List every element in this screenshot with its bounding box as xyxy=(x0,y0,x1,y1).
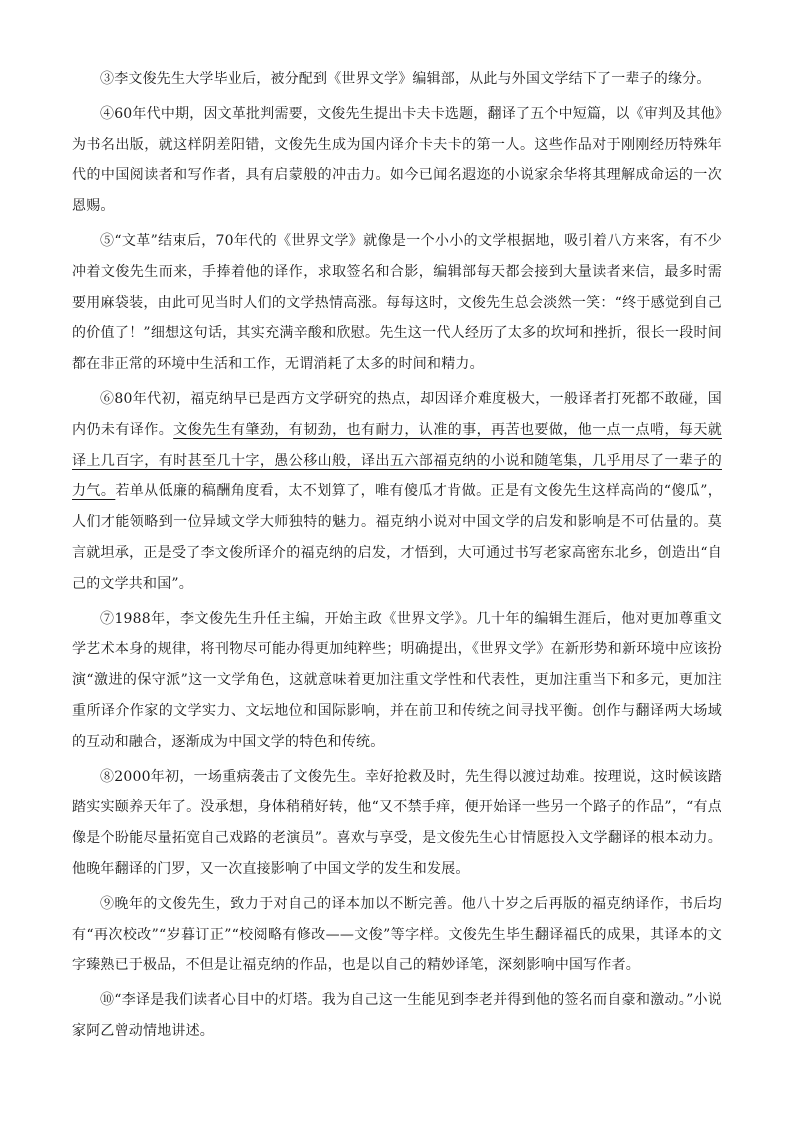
paragraph-6-rest: 若单从低廉的稿酬角度看，太不划算了，唯有傻瓜才肯做。正是有文俊先生这样高尚的“傻瓜”，人们才能领略到一位异域文学大师独特的魅力。福克纳小说对中国文学的启发和影响是不可估量的。莫言就坦承，正是受了李文俊所译介的福克纳的启发，才悟到，大可通过书写老家高密东北乡，创造出“自己的文学共和国”。 xyxy=(72,483,722,592)
paragraph-4: ④60年代中期，因文革批判需要，文俊先生提出卡夫卡选题，翻译了五个中短篇，以《审判及其他》为书名出版，就这样阴差阳错，文俊先生成为国内译介卡夫卡的第一人。这些作品对于刚刚经历特殊年代的中国阅读者和写作者，具有启蒙般的冲击力。如今已闻名遐迩的小说家余华将其理解成命运的一次恩赐。 xyxy=(72,105,722,215)
paragraph-7: ⑦1988年，李文俊先生升任主编，开始主政《世界文学》。几十年的编辑生涯后，他对更加尊重文学艺术本身的规律，将刊物尽可能办得更加纯粹些；明确提出，《世界文学》在新形势和新环境中应该扮演“激进的保守派”这一文学角色，这就意味着更加注重文学性和代表性，更加注重当下和多元，更加注重所译介作家的文学实力、文坛地位和国际影响，并在前卫和传统之间寻找平衡。创作与翻译两大场域的互动和融合，逐渐成为中国文学的特色和传统。 xyxy=(72,610,722,750)
paragraph-6-underlined-sentence: 文俊先生有肇劲，有韧劲，也有耐力，认准的事，再苦也要做，他一点一点啃，每天就译上几百字，有时甚至几十字，愚公移山般，译出五六部福克纳的小说和随笔集，几乎用尽了一辈子的力气。 xyxy=(72,421,722,500)
paragraph-8: ⑧2000年初，一场重病袭击了文俊先生。幸好抢救及时，先生得以渡过劫难。按理说，这时候该踏踏实实颐养天年了。没承想，身体稍稍好转，他“又不禁手痒，便开始译一些另一个路子的作品”，“有点像是个盼能尽量拓宽自己戏路的老演员”。喜欢与享受，是文俊先生心甘情愿投入文学翻译的根本动力。他晚年翻译的门罗，又一次直接影响了中国文学的发生和发展。 xyxy=(72,768,722,877)
paragraph-6-intro: ⑥80年代初，福克纳早已是西方文学研究的热点，却因译介难度极大，一般译者打死都不敢碰，国内仍未有译作。 xyxy=(72,390,722,438)
paragraph-6 xyxy=(72,384,722,600)
document-page xyxy=(72,64,722,1051)
paragraph-5: ⑤“文革”结束后，70年代的《世界文学》就像是一个小小的文学根据地，吸引着八方来客，有不少冲着文俊先生而来，手捧着他的译作，求取签名和合影，编辑部每天都会接到大量读者来信，最多时需要用麻袋装，由此可见当时人们的文学热情高涨。每每这时，文俊先生总会淡然一笑：“终于感觉到自己的价值了！”细想这句话，其实充满辛酸和欣慰。先生这一代人经历了太多的坎坷和挫折，很长一段时间都在非正常的环境中生活和工作，无谓消耗了太多的时间和精力。 xyxy=(72,232,722,373)
paragraph-9: ⑨晚年的文俊先生，致力于对自己的译本加以不断完善。他八十岁之后再版的福克纳译作，书后均有“再次校改”“岁暮订正”“校阅略有修改——文俊”等字样。文俊先生毕生翻译福氏的成果，其译本的文字臻熟已于极品，不但是让福克纳的作品，也是以自己的精妙译笔，深刻影响中国写作者。 xyxy=(72,895,722,974)
paragraph-3: ③李文俊先生大学毕业后，被分配到《世界文学》编辑部，从此与外国文学结下了一辈子的缘分。 xyxy=(100,71,711,87)
paragraph-10: ⑩“李译是我们读者心目中的灯塔。我为自己这一生能见到李老并得到他的签名而自豪和激动。”小说家阿乙曾动情地讲述。 xyxy=(72,992,722,1039)
